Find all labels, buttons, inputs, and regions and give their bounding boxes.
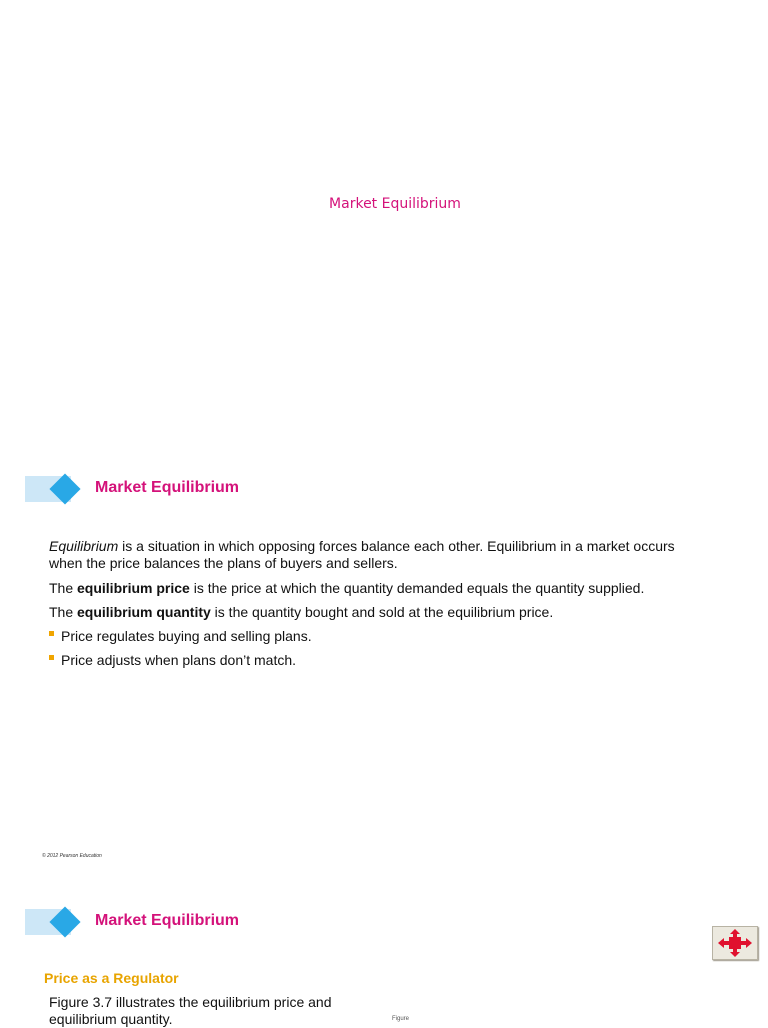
para3-prefix: The <box>49 604 78 620</box>
para2-prefix: The <box>49 580 78 596</box>
bullet-text: Price adjusts when plans don’t match. <box>61 652 297 668</box>
copyright-notice: © 2012 Pearson Education <box>42 853 102 859</box>
slide2-header <box>25 909 625 935</box>
definition-paragraph <box>49 538 709 572</box>
equilibrium-term: Equilibrium <box>49 538 119 554</box>
slide1-title: Market Equilibrium <box>95 479 240 496</box>
bullet-item <box>49 652 296 669</box>
figure-label: Figure <box>392 1016 410 1022</box>
equilibrium-price-paragraph <box>49 580 709 597</box>
bullet-text: Price regulates buying and selling plans. <box>61 628 312 644</box>
four-way-arrows-icon <box>715 928 755 958</box>
equilibrium-definition: is a situation in which opposing forces balance each other. Equilibrium in a market occurs when the price balances the plans of buyers and sellers. <box>49 538 675 571</box>
equilibrium-price-definition: is the price at which the quantity demanded equals the quantity supplied. <box>189 580 645 596</box>
section-subheading: Price as a Regulator <box>44 970 179 986</box>
slide2-title: Market Equilibrium <box>95 912 240 929</box>
equilibrium-quantity-paragraph <box>49 604 709 621</box>
document-title: Market Equilibrium <box>329 196 461 212</box>
navigation-button[interactable] <box>712 926 758 960</box>
bullet-marker-icon <box>49 631 54 636</box>
equilibrium-price-term: equilibrium price <box>77 580 190 596</box>
figure-description: Figure 3.7 illustrates the equilibrium price and equilibrium quantity. <box>49 994 332 1027</box>
slide1-header <box>25 476 625 502</box>
equilibrium-quantity-definition: is the quantity bought and sold at the equilibrium price. <box>210 604 554 620</box>
bullet-item <box>49 628 312 645</box>
bullet-marker-icon <box>49 655 54 660</box>
equilibrium-quantity-term: equilibrium quantity <box>77 604 211 620</box>
